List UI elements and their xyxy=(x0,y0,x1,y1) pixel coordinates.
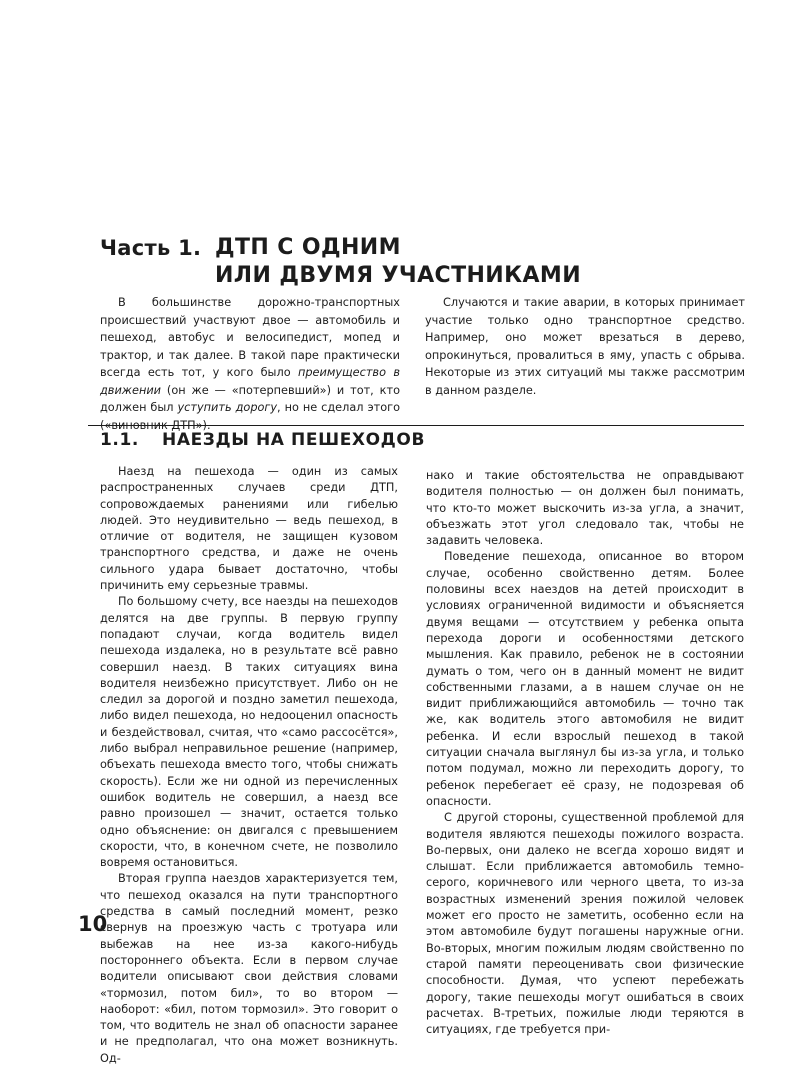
page-number: 10 xyxy=(78,912,108,936)
body-paragraph: С другой стороны, существенной проблемой для водителя являются пешеходы пожилого возраста. Во-первых, они далеко не всегда хорошо видят и слышат. Если приближается автомобиль темно-серого, коричневого или черного цвета, то из-за возрастных изменений зрения пожилой человек может его просто не заметить, особенно если на этом автомобиле будут погашены наружные огни. Во-вторых, многим пожилым людям свойственно по старой памяти переоценивать свои физические способности. Думая, что успеют перебежать дорогу, такие пешеходы могут ошибаться в своих расчетах. В-третьих, пожилые люди теряются в ситуациях, где требуется при- xyxy=(426,811,744,1037)
part-title-line-2: ИЛИ ДВУМЯ УЧАСТНИКАМИ xyxy=(215,263,582,288)
section-title: НАЕЗДЫ НА ПЕШЕХОДОВ xyxy=(162,430,426,450)
body-right-column xyxy=(426,468,744,1038)
part-title-line-1: ДТП С ОДНИМ xyxy=(215,235,401,260)
body-paragraph: По большому счету, все наезды на пешеходов делятся на две группы. В первую группу попадают случаи, когда водитель видел пешехода издалека, но в результате всё равно совершил наезд. В таких ситуациях вина водителя неизбежно присутствует. Либо он не следил за дорогой и поздно заметил пешехода, либо видел пешехода, но недооценил опасность и бездействовал, считая, что «само рассосётся», либо выбрал неправильное решение (например, объехать пешехода вместо того, чтобы снижать скорость). Если же ни одной из перечисленных ошибок водитель не совершил, а наезд все равно произошел — значит, остается только одно объяснение: он двигался с превышением скорости, что, в конечном счете, не позволило вовремя остановиться. xyxy=(100,595,398,870)
part-label: Часть 1. xyxy=(100,236,202,260)
section-heading xyxy=(100,430,425,450)
body-paragraph-continued: нако и такие обстоятельства не оправдывают водителя полностью — он должен был понимать, что кто-то может выскочить из-за угла, а значит, объезжать этот угол следовало так, чтобы не задавить человека. xyxy=(426,469,744,548)
intro-text: В большинстве дорожно-транспортных происшествий участвуют двое — автомобиль и пешеход, автобус и велосипедист, мопед и трактор, и так далее. В такой паре практически всегда есть тот, у кого было xyxy=(100,296,400,379)
body-paragraph: Поведение пешехода, описанное во втором случае, особенно свойственно детям. Более половины всех наездов на детей происходит в условиях ограниченной видимости и объясняется двумя вещами — отсутствием у ребенка опыта перехода дороги и особенностями детского мышления. Как правило, ребенок не в состоянии думать о том, чего он в данный момент не видит собственными глазами, а в нашем случае он не видит приближающийся автомобиль — точно так же, как водитель этого автомобиля не видит ребенка. И если взрослый пешеход в такой ситуации сначала выглянул бы из-за угла, и только потом подумал, можно ли переходить дорогу, то ребенок перебегает её сразу, не подозревая об опасности. xyxy=(426,550,744,808)
intro-text: (он же — «потерпевший») и тот, кто должен был xyxy=(100,383,400,414)
intro-emphasis: уступить дорогу xyxy=(177,401,278,414)
body-paragraph: Вторая группа наездов характеризуется тем, что пешеход оказался на пути транспортного средства в самый последний момент, резко свернув на проезжую часть с тротуара или выбежав на нее из-за какого-нибудь постороннего объекта. Если в первом случае водители описывают свои действия словами «тормозил, потом бил», то во втором — наоборот: «бил, потом тормозил». Это говорит о том, что водитель не знал об опасности заранее и не предполагал, что она может возникнуть. Од- xyxy=(100,872,398,1065)
section-number: 1.1. xyxy=(100,430,139,450)
intro-emphasis: преимущество в движении xyxy=(100,366,400,397)
intro-left-column xyxy=(100,294,400,434)
part-title xyxy=(215,234,581,290)
section-divider xyxy=(88,425,744,426)
intro-right-column xyxy=(425,294,745,399)
intro-paragraph: Случаются и такие аварии, в которых принимает участие только одно транспортное средство. Например, оно может врезаться в дерево, опрокинуться, провалиться в яму, упасть с обрыва. Некоторые из этих ситуаций мы также рассмотрим в данном разделе. xyxy=(425,296,745,397)
intro-paragraph xyxy=(100,294,400,434)
body-paragraph: Наезд на пешехода — один из самых распространенных случаев среди ДТП, сопровождаемых ранениями или гибелью людей. Это неудивительно — ведь пешеход, в отличие от водителя, не защищен кузовом транспортного средства, и даже не очень сильного удара бывает достаточно, чтобы причинить ему серьезные травмы. xyxy=(100,465,398,593)
body-left-column xyxy=(100,464,398,1067)
intro-text: , но не сделал этого («виновник ДТП»). xyxy=(100,401,400,432)
